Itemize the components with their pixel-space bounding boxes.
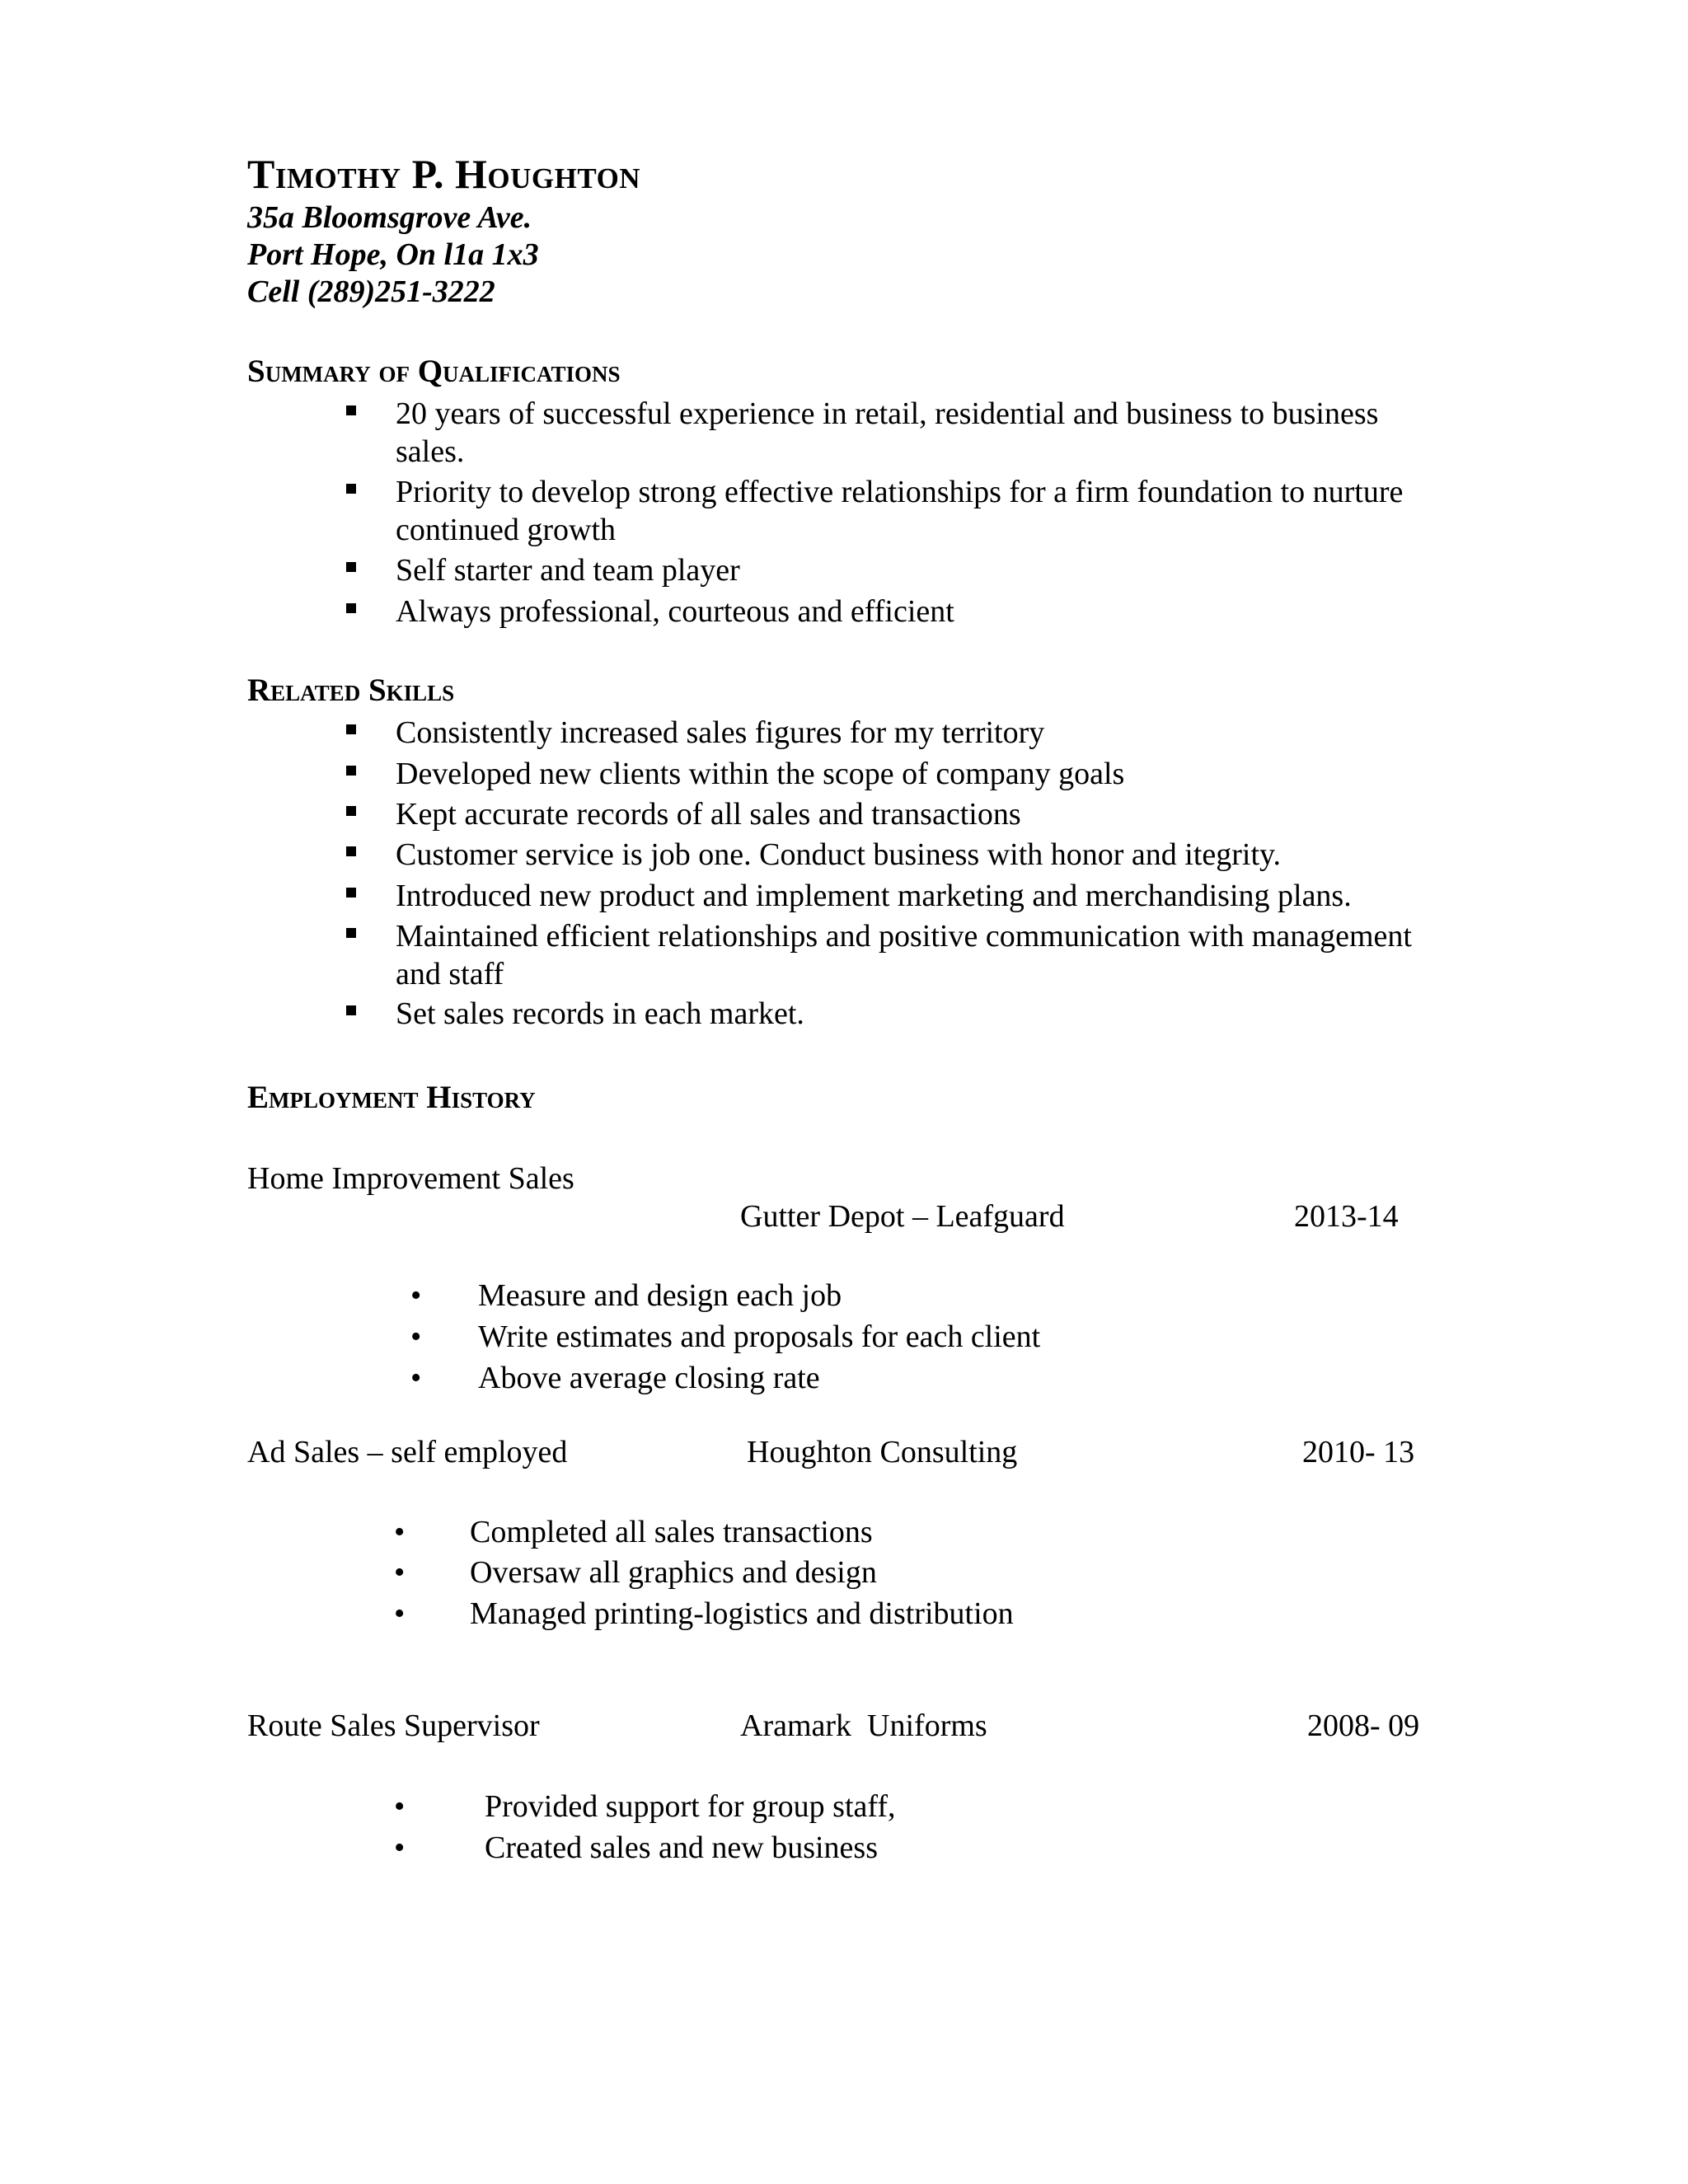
bullet-icon: • (410, 1319, 422, 1354)
bullet-icon: • (394, 1555, 406, 1590)
job-company: Houghton Consulting (747, 1435, 1018, 1469)
square-bullet-icon (346, 888, 356, 898)
bullet-icon: • (410, 1278, 422, 1313)
square-bullet-icon (346, 562, 356, 572)
skills-heading: Related Skills (247, 673, 455, 708)
bullet-icon: • (394, 1515, 406, 1549)
square-bullet-icon (346, 806, 356, 816)
bullet-icon: • (394, 1830, 406, 1865)
job-title: Route Sales Supervisor (247, 1708, 540, 1743)
employment-heading: Employment History (247, 1080, 536, 1115)
list-item: Consistently increased sales figures for my territory (346, 714, 1451, 752)
list-item: Kept accurate records of all sales and transactions (346, 795, 1451, 833)
list-item: Customer service is job one. Conduct business with honor and itegrity. (346, 836, 1451, 874)
square-bullet-icon (346, 1005, 356, 1015)
job-title: Ad Sales – self employed (247, 1435, 568, 1469)
list-item: Always professional, courteous and efficient (346, 593, 1451, 630)
square-bullet-icon (346, 766, 356, 776)
job-company: Aramark Uniforms (740, 1708, 987, 1743)
resume-page: Timothy P. Houghton 35a Bloomsgrove Ave. Port Hope, On l1a 1x3 Cell (289)251-3222 Summary of Qualifications 20 years of successful experience in retail, residential and business to business sales. Priority to develop strong effective relationships for a firm foundation to nurture continued growth Self starter and team player Always professional, courteous and efficient Related Skills Consistently increased sales figures for my territory Developed new clients within the scope of company goals Kept accurate records of all sales and transactions Customer service is job one. Conduct business with honor and itegrity. Introduced new product and implement marketing and merchandising plans. Maintained efficient relationships and positive communication with management and staff Set sales records in each market. Employment History Home Improvement Sales Gutter Depot – Leafguard 2013-14 • Measure and design each job • Write estimates and proposals for each client • Above average closing rate Ad Sales – self employed Houghton Consulting 2010- 13 • Completed all sales transactions • Oversaw all graphics and design • Managed printing-logistics and distribution Route Sales Supervisor Aramark Uniforms 2008- 09 • Provided support for group staff, • Created sales and new business (0, 0, 1688, 2184)
address-line-1: 35a Bloomsgrove Ave. (247, 200, 532, 235)
bullet-icon: • (410, 1361, 422, 1395)
summary-heading: Summary of Qualifications (247, 354, 621, 389)
square-bullet-icon (346, 603, 356, 613)
list-item: Self starter and team player (346, 551, 1451, 589)
phone-number: Cell (289)251-3222 (247, 274, 495, 309)
job-title: Home Improvement Sales (247, 1161, 574, 1196)
job-dates: 2010- 13 (1302, 1435, 1415, 1469)
bullet-icon: • (394, 1596, 406, 1631)
address-line-2: Port Hope, On l1a 1x3 (247, 237, 539, 272)
job-company: Gutter Depot – Leafguard (740, 1199, 1065, 1234)
job-dates: 2008- 09 (1307, 1708, 1420, 1743)
job-dates: 2013-14 (1294, 1199, 1399, 1234)
list-item: Priority to develop strong effective relationships for a firm foundation to nurture continued growth (346, 473, 1451, 549)
list-item: Maintained efficient relationships and positive communication with management and staff (346, 917, 1451, 993)
square-bullet-icon (346, 928, 356, 938)
list-item: Set sales records in each market. (346, 995, 1451, 1033)
candidate-name: Timothy P. Houghton (247, 151, 641, 197)
bullet-icon: • (394, 1789, 406, 1824)
square-bullet-icon (346, 724, 356, 734)
list-item: 20 years of successful experience in retail, residential and business to business sales. (346, 395, 1451, 471)
square-bullet-icon (346, 846, 356, 856)
square-bullet-icon (346, 405, 356, 415)
list-item: Developed new clients within the scope of company goals (346, 755, 1451, 793)
square-bullet-icon (346, 484, 356, 494)
list-item: Introduced new product and implement marketing and merchandising plans. (346, 877, 1451, 915)
